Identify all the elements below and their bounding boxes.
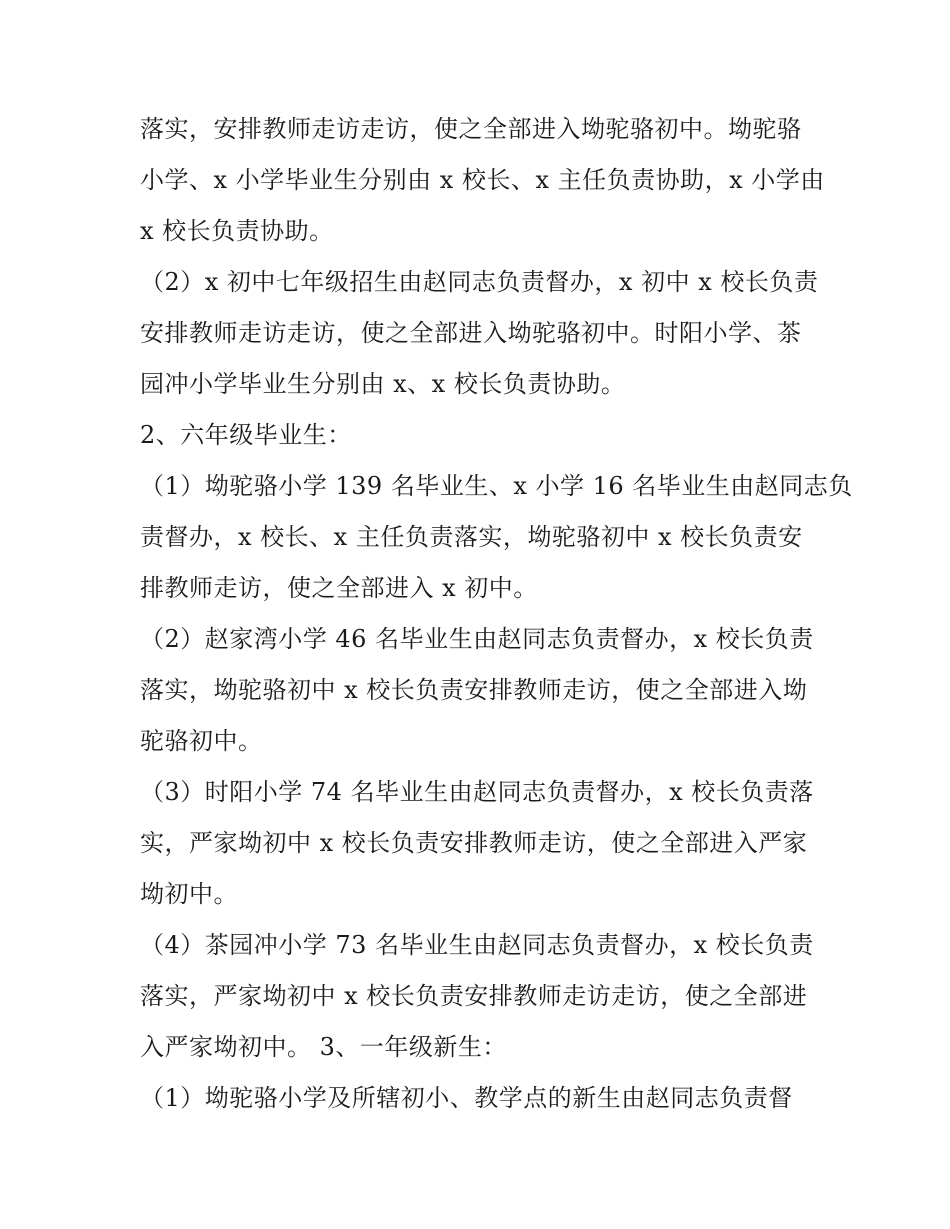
- text-line-13: 驼骆初中。: [140, 727, 263, 755]
- text-line-18: 落实，严家坳初中 x 校长负责安排教师走访走访，使之全部进: [140, 982, 808, 1010]
- text-line-5: 安排教师走访走访，使之全部进入坳驼骆初中。时阳小学、茶: [140, 319, 802, 347]
- text-line-2: 小学、x 小学毕业生分别由 x 校长、x 主任负责协助，x 小学由: [140, 166, 825, 194]
- text-line-16: 坳初中。: [140, 880, 238, 908]
- text-line-9: 责督办，x 校长、x 主任负责落实，坳驼骆初中 x 校长负责安: [140, 523, 803, 551]
- text-line-4: （2）x 初中七年级招生由赵同志负责督办，x 初中 x 校长负责: [140, 268, 819, 296]
- section-heading-graduates: 2、六年级毕业生：: [140, 421, 352, 449]
- text-line-6: 园冲小学毕业生分别由 x、x 校长负责协助。: [140, 370, 626, 398]
- text-line-20: （1）坳驼骆小学及所辖初小、教学点的新生由赵同志负责督: [140, 1084, 793, 1112]
- body-text: [140, 104, 853, 1124]
- text-line-12: 落实，坳驼骆初中 x 校长负责安排教师走访，使之全部进入坳: [140, 676, 808, 704]
- text-line-11: （2）赵家湾小学 46 名毕业生由赵同志负责督办，x 校长负责: [140, 625, 814, 653]
- text-line-1: 落实，安排教师走访走访，使之全部进入坳驼骆初中。坳驼骆: [140, 115, 802, 143]
- text-line-19: 入严家坳初中。 3、一年级新生：: [140, 1033, 507, 1061]
- text-line-8: （1）坳驼骆小学 139 名毕业生、x 小学 16 名毕业生由赵同志负: [140, 472, 853, 500]
- text-line-15: 实，严家坳初中 x 校长负责安排教师走访，使之全部进入严家: [140, 829, 808, 857]
- text-line-3: x 校长负责协助。: [140, 217, 334, 245]
- text-line-10: 排教师走访，使之全部进入 x 初中。: [140, 574, 538, 602]
- text-line-14: （3）时阳小学 74 名毕业生由赵同志负责督办，x 校长负责落: [140, 778, 814, 806]
- text-line-17: （4）茶园冲小学 73 名毕业生由赵同志负责督办，x 校长负责: [140, 931, 814, 959]
